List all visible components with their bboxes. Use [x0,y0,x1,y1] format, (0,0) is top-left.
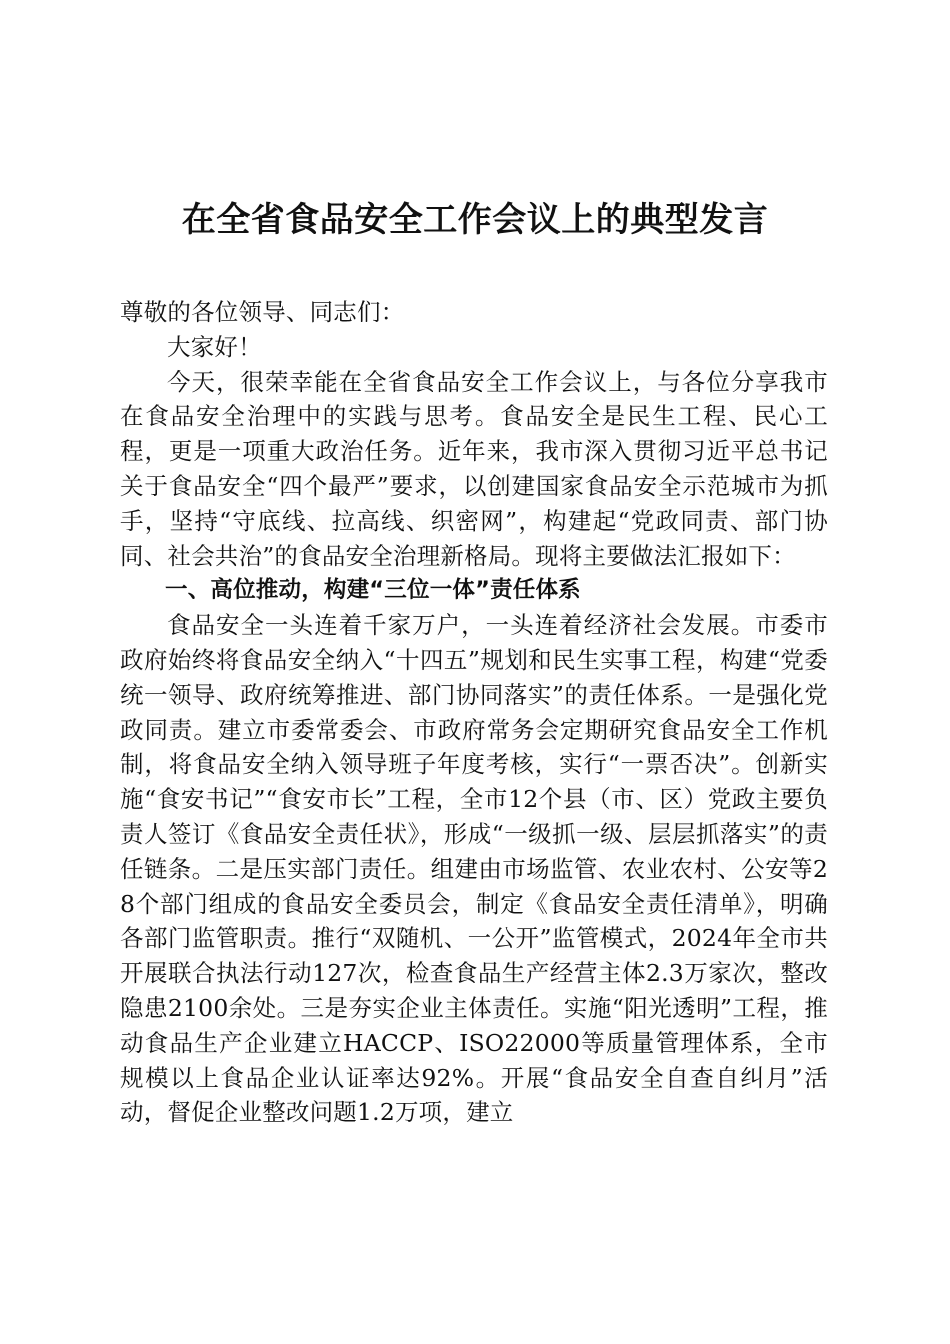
salutation: 尊敬的各位领导、同志们： [120,298,405,326]
section-1-heading: 一、高位推动，构建“三位一体”责任体系 [165,577,581,604]
intro-paragraph: 今天，很荣幸能在全省食品安全工作会议上，与各位分享我市在食品安全治理中的实践与思考。食品安全是民生工程、民心工程，更是一项重大政治任务。近年来，我市深入贯彻习近平总书记关于食品安全“四个最严”要求，以创建国家食品安全示范城市为抓手，坚持“守底线、拉高线、织密网”，构建起“党政同责、部门协同、社会共治”的食品安全治理新格局。现将主要做法汇报如下： [120,367,828,570]
greeting: 大家好！ [167,332,262,361]
document-title: 在全省食品安全工作会议上的典型发言 [181,200,769,240]
document-body [120,295,828,1130]
section-1-paragraph: 食品安全一头连着千家万户，一头连着经济社会发展。市委市政府始终将食品安全纳入“十四五”规划和民生实事工程，构建“党委统一领导、政府统筹推进、部门协同落实”的责任体系。一是强化党政同责。建立市委常委会、市政府常务会定期研究食品安全工作机制，将食品安全纳入领导班子年度考核，实行“一票否决”。创新实施“食安书记”“食安市长”工程，全市12个县（市、区）党政主要负责人签订《食品安全责任状》，形成“一级抓一级、层层抓落实”的责任链条。二是压实部门责任。组建由市场监管、农业农村、公安等28个部门组成的食品安全委员会，制定《食品安全责任清单》，明确各部门监管职责。推行“双随机、一公开”监管模式，2024年全市共开展联合执法行动127次，检查食品生产经营主体2.3万家次，整改隐患2100余处。三是夯实企业主体责任。实施“阳光透明”工程，推动食品生产企业建立HACCP、ISO22000等质量管理体系，全市规模以上食品企业认证率达92%。开展“食品安全自查自纠月”活动，督促企业整改问题1.2万项，建立 [120,611,828,1127]
